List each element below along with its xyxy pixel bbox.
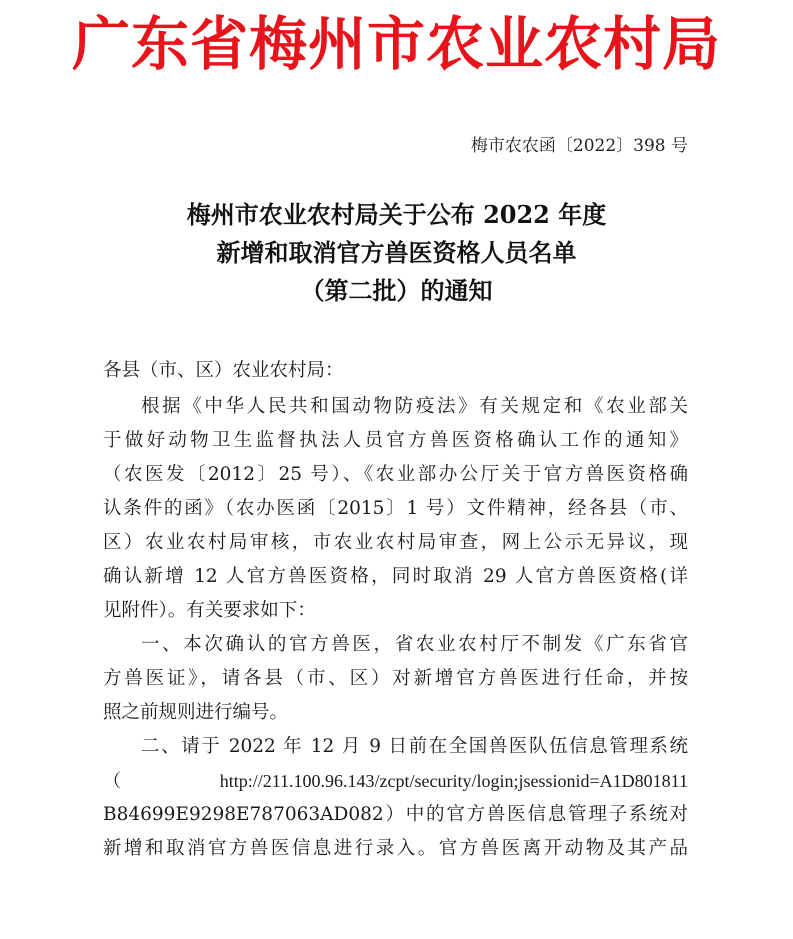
document-title (0, 196, 793, 310)
agency-masthead: 广东省梅州市农业农村局 (71, 10, 721, 78)
document-number: 梅市农农函〔2022〕398 号 (470, 136, 688, 156)
title-line-2: 新增和取消官方兽医资格人员名单 (216, 238, 577, 267)
body-line: （农医发〔2012〕25 号）、《农业部办公厅关于官方兽医资格确 (103, 464, 688, 485)
body-line: B84699E9298E787063AD082）中的官方兽医信息管理子系统对 (103, 804, 688, 825)
title-line-3: （第二批）的通知 (300, 276, 493, 305)
body-line-url: （ http://211.100.96.143/zcpt/security/login;jsessionid=A1D801811 (103, 771, 688, 791)
body-line: 照之前规则进行编号。 (103, 702, 289, 723)
body-line: 见附件）。有关要求如下： (103, 600, 316, 621)
body-line: 二、请于 2022 年 12 月 9 日前在全国兽医队伍信息管理系统 (141, 736, 688, 757)
body-line: 确认新增 12 人官方兽医资格，同时取消 29 人官方兽医资格(详 (103, 566, 688, 587)
document-body (103, 352, 688, 866)
body-line: 认条件的函》（农办医函〔2015〕1 号）文件精神，经各县（市、 (103, 498, 688, 519)
body-line: 于做好动物卫生监督执法人员官方兽医资格确认工作的通知》 (103, 430, 688, 451)
body-line: 方兽医证》，请各县（市、区）对新增官方兽医进行任命，并按 (103, 668, 688, 689)
body-line: 根据《中华人民共和国动物防疫法》有关规定和《农业部关 (141, 396, 688, 417)
body-line: 新增和取消官方兽医信息进行录入。官方兽医离开动物及其产品 (103, 838, 688, 859)
body-line: 区）农业农村局审核，市农业农村局审查，网上公示无异议，现 (103, 532, 688, 553)
title-line-1: 梅州市农业农村局关于公布 2022 年度 (186, 200, 607, 229)
body-line: 一、本次确认的官方兽医，省农业农村厅不制发《广东省官 (141, 634, 688, 655)
salutation: 各县（市、区）农业农村局： (103, 360, 344, 381)
